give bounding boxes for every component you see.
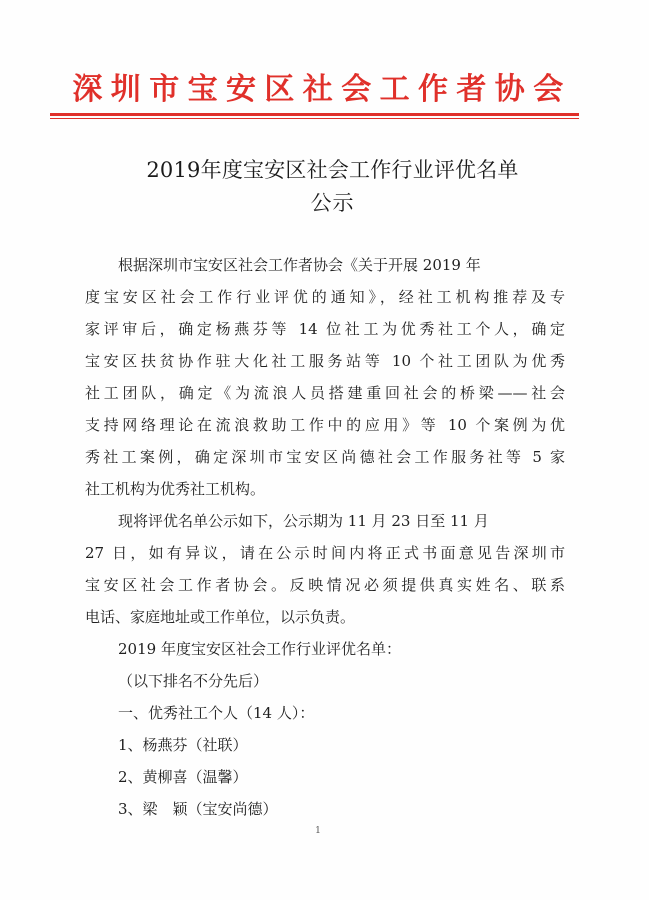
- list-heading: 2019 年度宝安区社会工作行业评优名单：: [118, 640, 401, 658]
- letterhead-rule-thick: [50, 113, 579, 116]
- paragraph2-line: 宝安区社会工作者协会。反映情况必须提供真实姓名、联系: [85, 576, 565, 594]
- paragraph1-line: 家评审后，确定杨燕芬等 14 位社工为优秀社工个人，确定: [85, 320, 565, 338]
- paragraph2-line: 现将评优名单公示如下，公示期为 11 月 23 日至 11 月: [118, 512, 489, 530]
- paragraph2-line: 电话、家庭地址或工作单位，以示负责。: [85, 608, 356, 626]
- paragraph1-line: 宝安区扶贫协作驻大化社工服务站等 10 个社工团队为优秀: [85, 352, 565, 370]
- document-title-line1: 2019年度宝安区社会工作行业评优名单: [146, 158, 519, 182]
- paragraph1-line: 支持网络理论在流浪救助工作中的应用》等 10 个案例为优: [85, 416, 565, 434]
- paragraph1-line: 社工机构为优秀社工机构。: [85, 480, 266, 498]
- paragraph1-line: 度宝安区社会工作行业评优的通知》，经社工机构推荐及专: [85, 288, 565, 306]
- list-note: （以下排名不分先后）: [118, 672, 269, 690]
- list-item: 1、杨燕芬（社联）: [118, 736, 248, 754]
- page-number: 1: [315, 826, 321, 836]
- section1-heading: 一、优秀社工个人（14 人）：: [118, 704, 315, 722]
- list-item: 2、黄柳喜（温馨）: [118, 768, 248, 786]
- letterhead-organization: 深圳市宝安区社会工作者协会: [72, 72, 572, 107]
- list-item: 3、梁 颖（宝安尚德）: [118, 800, 278, 818]
- paragraph2-line: 27 日，如有异议，请在公示时间内将正式书面意见告深圳市: [85, 544, 565, 562]
- paragraph1-line: 根据深圳市宝安区社会工作者协会《关于开展 2019 年: [118, 256, 481, 274]
- letterhead-rule-thin: [50, 118, 579, 119]
- paragraph1-line: 社工团队，确定《为流浪人员搭建重回社会的桥梁——社会: [85, 384, 565, 402]
- paragraph1-line: 秀社工案例，确定深圳市宝安区尚德社会工作服务社等 5 家: [85, 448, 565, 466]
- document-title-line2: 公示: [310, 191, 355, 215]
